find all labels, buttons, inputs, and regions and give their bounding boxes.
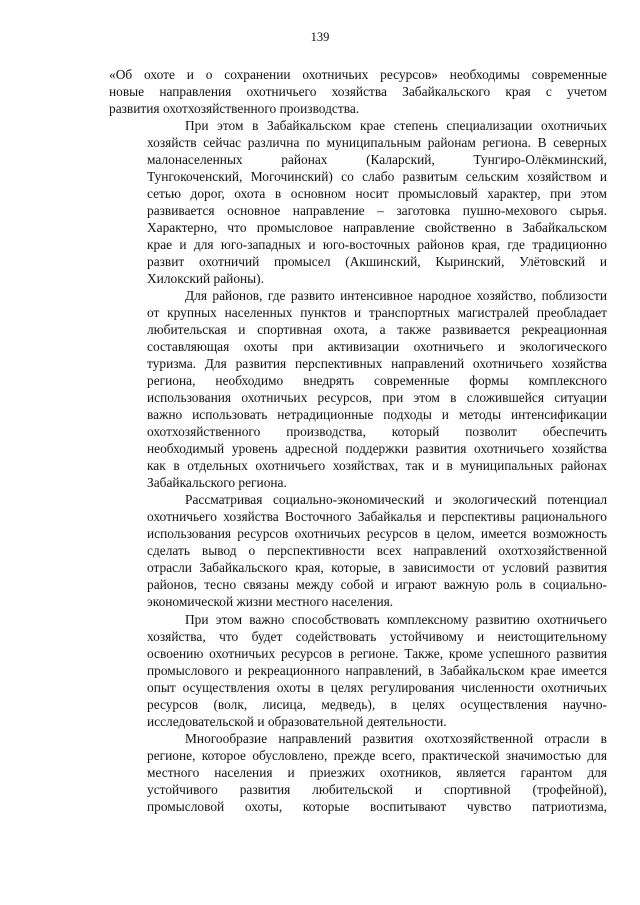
text-line: развития охотхозяйственного производства. (109, 101, 360, 117)
text-line: важно использовать нетрадиционные подходы и методы интенсификации (147, 407, 607, 423)
text-line: Характерно, что промысловое направление свойственно в Забайкальском (147, 220, 607, 236)
text-line: использования охотничьих ресурсов, при этом в сложившейся ситуации (147, 390, 607, 406)
text-line: туризма. Для развития перспективных направлений охотничьего хозяйства (147, 356, 607, 372)
text-line: развит охотничий промысел (Акшинский, Кыринский, Улётовский и (147, 254, 607, 270)
text-line: регионе, которое обусловлено, прежде всего, практической значимостью для (147, 747, 607, 763)
text-line: малонаселенных районах (Каларский, Тунгиро-Олёкминский, (147, 152, 607, 168)
text-line: Тунгокоченский, Могочинский) со слабо развитым сельским хозяйством и (147, 169, 607, 185)
text-line: как в отдельных охотничьего хозяйствах, так и в муниципальных районах (147, 458, 607, 474)
text-line: хозяйств сейчас различна по муниципальным районам региона. В северных (147, 135, 607, 151)
text-line: развивается основное направление – заготовка пушно-мехового сырья. (147, 203, 607, 219)
text-line: сделать вывод о перспективности всех направлений охотхозяйственной (147, 543, 607, 559)
text-line: экономической жизни местного населения. (147, 594, 394, 610)
text-line: ресурсов (волк, лисица, медведь), в целях осуществления научно- (147, 696, 607, 712)
text-line: При этом в Забайкальском крае степень специализации охотничьих (185, 118, 607, 134)
text-line: охотхозяйственного производства, который позволит обеспечить (147, 424, 607, 440)
text-line: При этом важно способствовать комплексному развитию охотничьего (185, 611, 607, 627)
text-line: региона, необходимо внедрять современные формы комплексного (147, 373, 607, 389)
text-line: промысловой охоты, которые воспитывают чувство патриотизма, (147, 798, 607, 814)
text-line: использования ресурсов охотничьих ресурсов в целом, имеется возможность (147, 526, 607, 542)
paragraph (109, 730, 607, 815)
page-number: 139 (310, 30, 330, 44)
text-line: «Об охоте и о сохранении охотничьих ресурсов» необходимы современные (109, 67, 607, 82)
text-line: исследовательской и образовательной деятельности. (147, 713, 447, 729)
text-line: Хилокский районы). (147, 271, 264, 287)
text-line: промыслового и рекреационного направлений, в Забайкальском крае имеется (147, 662, 607, 678)
text-line: Для районов, где развито интенсивное народное хозяйство, поблизости (185, 288, 607, 304)
paragraph (109, 66, 607, 117)
paragraph (109, 491, 607, 610)
text-line: Забайкальского региона. (147, 475, 287, 491)
text-line: Многообразие направлений развития охотхозяйственной отрасли в (185, 730, 607, 746)
paragraph (109, 287, 607, 491)
text-line: отрасли Забайкальского края, которые, в зависимости от условий развития (147, 560, 607, 576)
text-line: устойчивого развития любительской и спортивной (трофейной), (147, 781, 607, 797)
text-line: составляющая охоты при активизации охотничьего и экологического (147, 339, 607, 355)
text-line: хозяйства, что будет содействовать устойчивому и неистощительному (147, 628, 607, 644)
text-line: Рассматривая социально-экономический и экологический потенциал (185, 492, 607, 508)
text-line: сетью дорог, охота в основном носит промысловый характер, при этом (147, 186, 607, 202)
text-line: охотничьего хозяйства Восточного Забайкалья и перспективы рационального (147, 509, 607, 525)
text-line: крае и для юго-западных и юго-восточных районов края, где традиционно (147, 237, 607, 253)
text-line: освоению охотничьих ресурсов в регионе. Также, кроме успешного развития (147, 645, 607, 661)
text-line: новые направления охотничьего хозяйства Забайкальского края с учетом (109, 84, 607, 100)
text-line: местного населения и приезжих охотников, является гарантом для (147, 764, 607, 780)
text-line: необходимый уровень адресной поддержки развития охотничьего хозяйства (147, 441, 607, 457)
text-line: районов, тесно связаны между собой и играют важную роль в социально- (147, 577, 607, 593)
text-line: любительская и спортивная охота, а также развивается рекреационная (147, 322, 607, 338)
paragraph (109, 611, 607, 730)
text-line: от крупных населенных пунктов и транспортных магистралей преобладает (147, 305, 607, 321)
document-body (109, 66, 607, 815)
text-line: опыт осуществления охоты в целях регулирования численности охотничьих (147, 679, 607, 695)
paragraph (109, 117, 607, 287)
